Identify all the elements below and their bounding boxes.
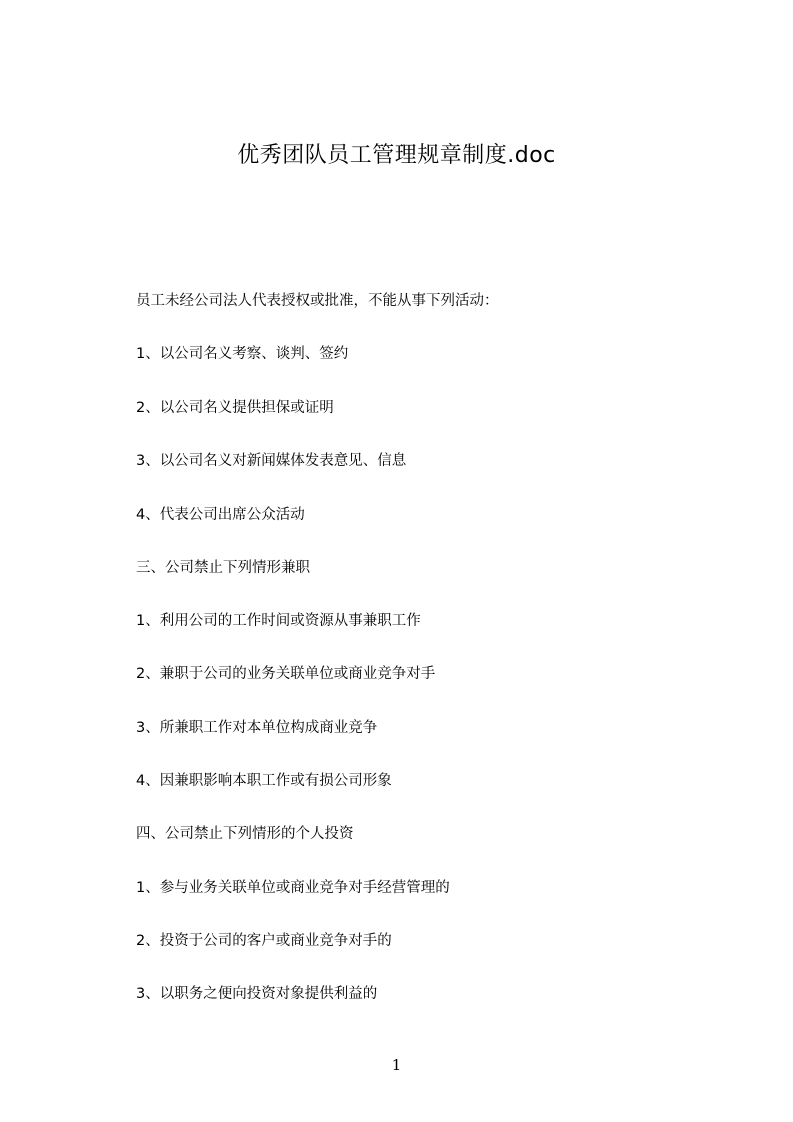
list-item: 4、因兼职影响本职工作或有损公司形象 xyxy=(136,773,392,789)
page-number: 1 xyxy=(391,1056,402,1074)
list-item: 3、所兼职工作对本单位构成商业竞争 xyxy=(136,720,378,736)
list-item: 2、以公司名义提供担保或证明 xyxy=(136,400,334,416)
list-item: 3、以公司名义对新闻媒体发表意见、信息 xyxy=(136,453,407,469)
list-item: 1、参与业务关联单位或商业竞争对手经营管理的 xyxy=(136,880,450,896)
document-title: 优秀团队员工管理规章制度.doc xyxy=(237,143,556,168)
section-heading: 三、公司禁止下列情形兼职 xyxy=(136,560,310,576)
list-item: 2、兼职于公司的业务关联单位或商业竞争对手 xyxy=(136,666,436,682)
list-item: 4、代表公司出席公众活动 xyxy=(136,507,305,523)
list-item: 1、以公司名义考察、谈判、签约 xyxy=(136,346,349,362)
list-item: 3、以职务之便向投资对象提供利益的 xyxy=(136,986,378,1002)
paragraph-intro: 员工未经公司法人代表授权或批准，不能从事下列活动： xyxy=(136,293,499,309)
section-heading: 四、公司禁止下列情形的个人投资 xyxy=(136,826,354,842)
list-item: 1、利用公司的工作时间或资源从事兼职工作 xyxy=(136,613,421,629)
list-item: 2、投资于公司的客户或商业竞争对手的 xyxy=(136,933,392,949)
